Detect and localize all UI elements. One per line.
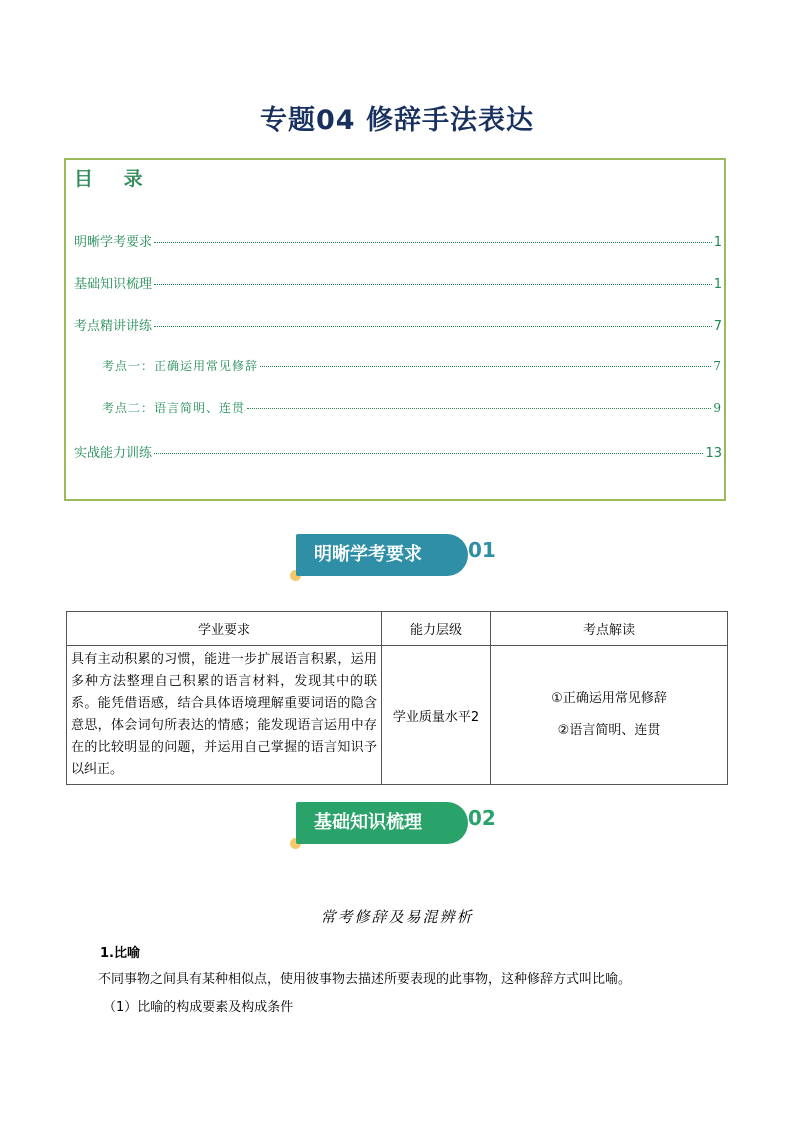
table-row [67,646,728,785]
toc-item-basics[interactable]: 基础知识梳理 1 [74,277,722,292]
banner-number: 01 [468,538,496,562]
section-banner-requirements [290,534,510,578]
banner-label: 基础知识梳理 [296,802,468,844]
point-item: ①正确运用常见修辞 [551,691,667,706]
toc-item-requirements[interactable]: 明晰学考要求 1 [74,235,722,250]
header-requirement: 学业要求 [67,612,382,646]
header-level: 能力层级 [382,612,491,646]
banner-label: 明晰学考要求 [296,534,468,576]
points-cell [491,646,728,785]
subsection-heading: 1.比喻 [100,946,140,961]
toc-item-practice[interactable]: 实战能力训练 13 [74,446,722,461]
toc-item-point-one[interactable]: 考点一：正确运用常见修辞 7 [102,359,722,373]
requirement-cell: 具有主动积累的习惯，能进一步扩展语言积累，运用多种方法整理自己积累的语言材料，发现其中的联系。能凭借语感，结合具体语境理解重要词语的隐含意思，体会词句所表达的情感；能发现语言运用中存在的比较明显的问题，并运用自己掌握的语言知识予以纠正。 [67,646,382,785]
paragraph: 不同事物之间具有某种相似点，使用彼事物去描述所要表现的此事物，这种修辞方式叫比喻。 [98,972,632,987]
section-title: 常考修辞及易混辨析 [320,908,474,926]
level-cell: 学业质量水平2 [382,646,491,785]
table-header-row [67,612,728,646]
toc-item-point-two[interactable]: 考点二：语言简明、连贯 9 [102,401,722,415]
section-banner-basics [290,802,510,846]
header-points: 考点解读 [491,612,728,646]
point-item: ②语言简明、连贯 [557,723,661,738]
toc-heading: 目 录 [74,168,155,190]
paragraph: （1）比喻的构成要素及构成条件 [103,1000,294,1015]
document-title: 专题04 修辞手法表达 [260,105,534,136]
toc-item-key-points[interactable]: 考点精讲讲练 7 [74,319,722,334]
table-of-contents [64,158,726,501]
banner-number: 02 [468,806,496,830]
requirements-table [66,611,728,785]
